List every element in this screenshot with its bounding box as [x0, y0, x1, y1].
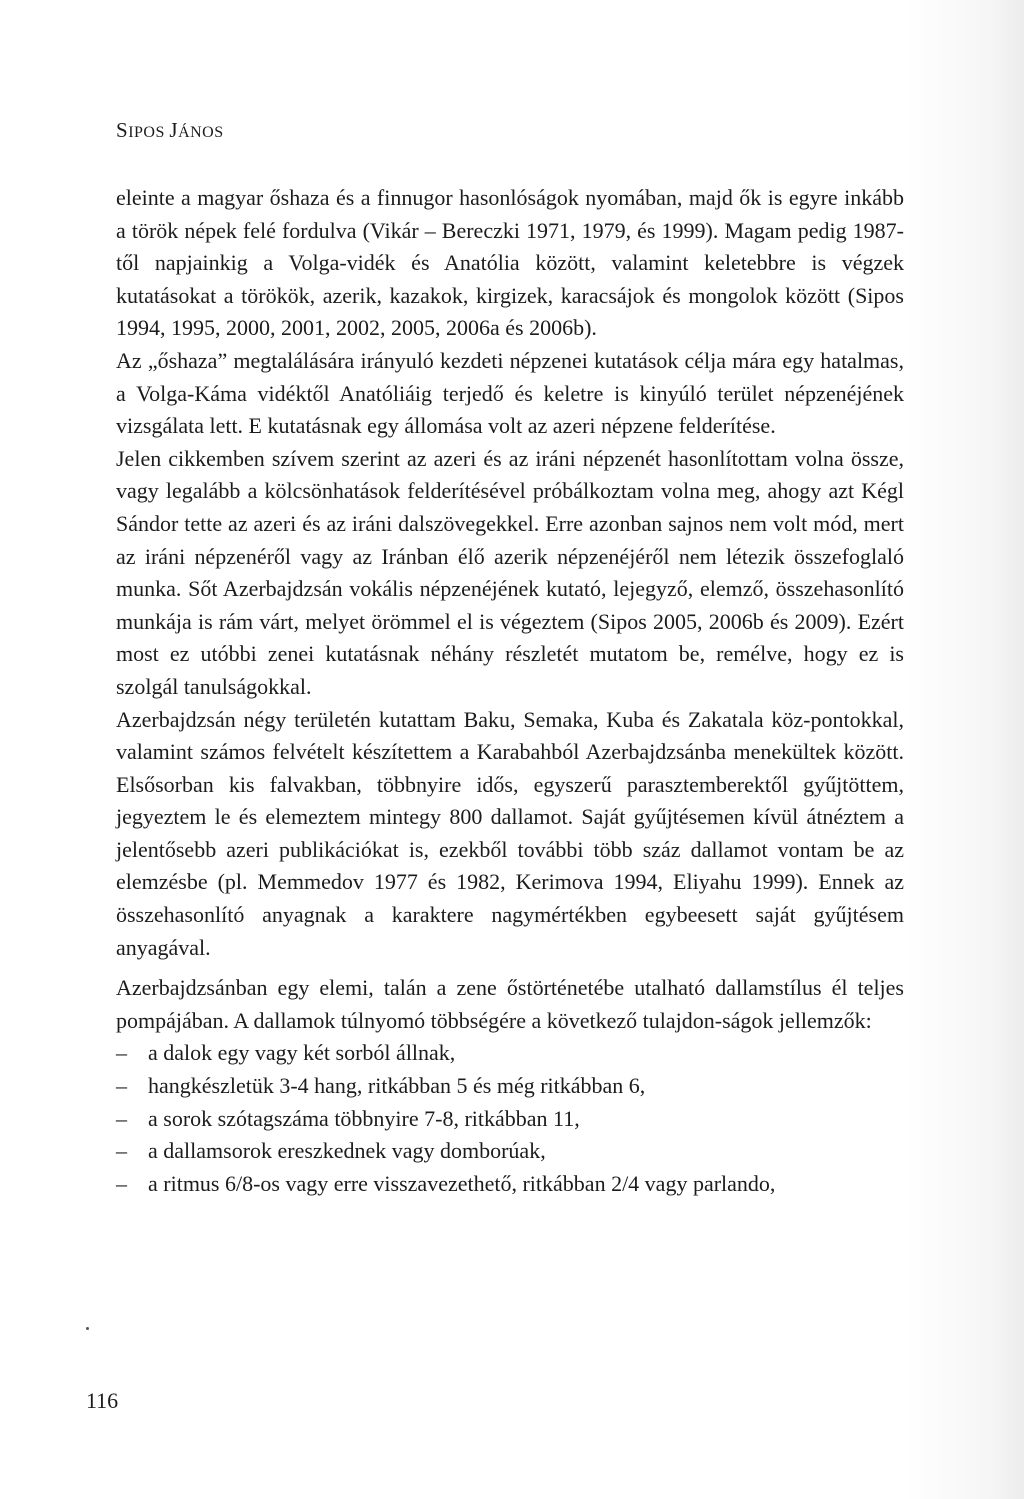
list-item — [116, 1037, 904, 1070]
paragraph-5: Azerbajdzsánban egy elemi, talán a zene őstörténetébe utalható dallamstílus él teljes pompájában. A dallamok túlnyomó többségére a következő tulajdon-ságok jellemzők: — [116, 975, 904, 1033]
list-dash: – — [116, 1138, 127, 1164]
paragraph-1: eleinte a magyar őshaza és a finnugor hasonlóságok nyomában, majd ők is egyre inkább a török népek felé fordulva (Vikár – Bereczki 1971, 1979, és 1999). Magam pedig 1987-től napjainkig a Volga-vidék és Anatólia között, valamint keletebbre is végzek kutatásokat a törökök, azerik, kazakok, kirgizek, karacsájok és mongolok között (Sipos 1994, 1995, 2000, 2001, 2002, 2005, 2006a és 2006b). — [116, 185, 904, 341]
list-item — [116, 1103, 904, 1136]
list-item-text: a sorok szótagszáma többnyire 7-8, ritkábban 11, — [148, 1105, 580, 1131]
running-head-initial: S — [116, 118, 129, 142]
list-item — [116, 1168, 904, 1201]
page-number: 116 — [86, 1388, 119, 1413]
list-dash: – — [116, 1105, 127, 1131]
list-item-text: a dalok egy vagy két sorból állnak, — [148, 1040, 456, 1066]
list-dash: – — [116, 1040, 127, 1066]
list-item — [116, 1070, 904, 1103]
paragraph-3: Jelen cikkemben szívem szerint az azeri és az iráni népzenét hasonlítottam volna össze, vagy legalább a kölcsönhatások felderítésével próbálkoztam volna meg, ahogy azt Kégl Sándor tette az azeri és az iráni dalszövegekkel. Erre azonban sajnos nem volt mód, mert az iráni népzenéről vagy az Iránban élő azerik népzenéjéről nem létezik összefoglaló munka. Sőt Azerbajdzsán vokális népzenéjének kutató, lejegyző, elemző, összehasonlító munkája is rám várt, melyet örömmel el is végeztem (Sipos 2005, 2006b és 2009). Ezért most ez utóbbi zenei kutatásnak néhány részletét mutatom be, remélve, hogy ez is szolgál tanulságokkal. — [116, 445, 904, 699]
running-head — [116, 118, 224, 143]
paragraph-4: Azerbajdzsán négy területén kutattam Baku, Semaka, Kuba és Zakatala köz-pontokkal, valamint számos felvételt készítettem a Karabahból Azerbajdzsánba menekültek között. Elsősorban kis falvakban, többnyire idős, egyszerű parasztemberektől gyűjtöttem, jegyeztem le és elemeztem mintegy 800 dallamot. Saját gyűjtésemen kívül átnéztem a jelentősebb azeri publikációkat is, ezekből további több száz dallamot vontam be az elemzésbe (pl. Memmedov 1977 és 1982, Kerimova 1994, Eliyahu 1999). Ennek az összehasonlító anyagnak a karaktere nagymértékben egybeesett saját gyűjtésem anyagával. — [116, 706, 904, 960]
running-head-lastname-rest: ÁNOS — [178, 124, 224, 141]
list-item-text: a ritmus 6/8-os vagy erre visszavezethető, ritkábban 2/4 vagy parlando, — [148, 1170, 776, 1196]
feature-list — [116, 1037, 904, 1200]
list-item — [116, 1135, 904, 1168]
list-item-text: a dallamsorok ereszkednek vagy domborúak, — [148, 1138, 546, 1164]
running-head-last-initial: J — [169, 118, 179, 142]
list-item-text: hangkészletük 3-4 hang, ritkábban 5 és még ritkábban 6, — [148, 1073, 646, 1099]
paragraph-2: Az „őshaza” megtalálására irányuló kezdeti népzenei kutatások célja mára egy hatalmas, a Volga-Káma vidéktől Anatóliáig terjedő és keletre is kinyúló terület népzenéjének vizsgálata lett. E kutatásnak egy állomása volt az azeri népzene felderítése. — [116, 347, 904, 439]
list-dash: – — [116, 1073, 127, 1099]
running-head-firstname-rest: IPOS — [128, 124, 170, 141]
stray-dot-mark — [86, 1327, 89, 1330]
body-text — [116, 182, 904, 1200]
list-dash: – — [116, 1170, 127, 1196]
page-edge-shadow — [904, 0, 1024, 1499]
